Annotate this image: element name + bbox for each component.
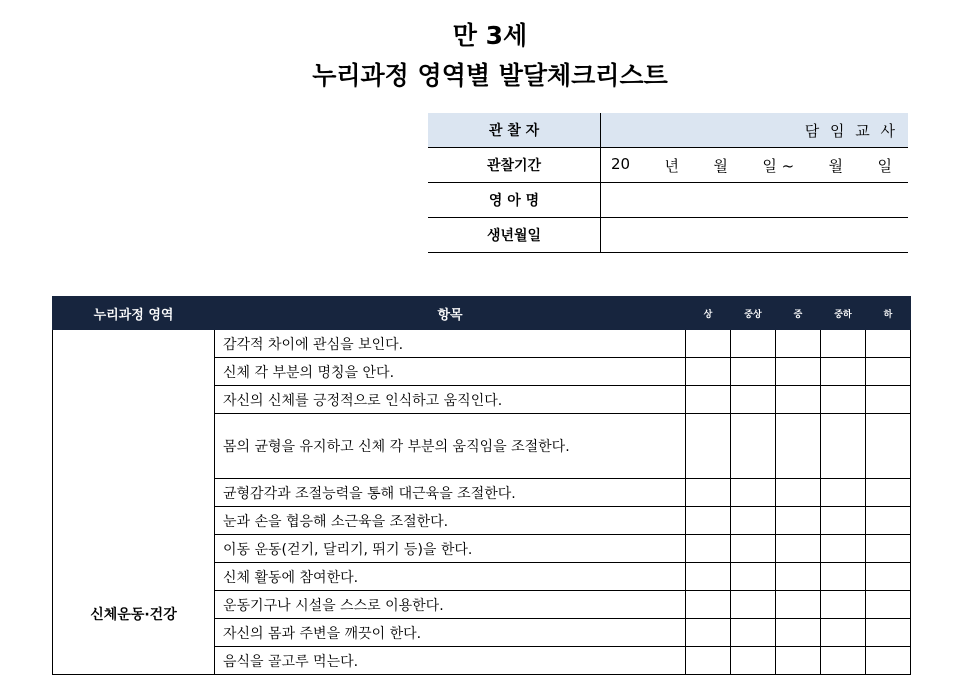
- item-text: 감각적 차이에 관심을 보인다.: [215, 330, 686, 358]
- rating-cell[interactable]: [776, 358, 821, 386]
- rating-cell[interactable]: [866, 479, 911, 507]
- rating-cell[interactable]: [866, 619, 911, 647]
- rating-cell[interactable]: [866, 535, 911, 563]
- child-name-label: 영 아 명: [428, 183, 601, 218]
- rating-cell[interactable]: [866, 647, 911, 675]
- item-text: 균형감각과 조절능력을 통해 대근육을 조절한다.: [215, 479, 686, 507]
- rating-cell[interactable]: [731, 591, 776, 619]
- header-rating-low: 하: [866, 297, 911, 330]
- item-text: 몸의 균형을 유지하고 신체 각 부분의 움직임을 조절한다.: [215, 414, 686, 479]
- rating-cell[interactable]: [731, 414, 776, 479]
- rating-cell[interactable]: [776, 507, 821, 535]
- info-table: [428, 113, 908, 253]
- rating-cell[interactable]: [776, 414, 821, 479]
- period-month-end: 월: [828, 156, 844, 175]
- checklist-table: [52, 296, 911, 675]
- table-row: [53, 330, 911, 358]
- rating-cell[interactable]: [821, 647, 866, 675]
- observer-row: [428, 113, 908, 148]
- period-row: [428, 148, 908, 183]
- rating-cell[interactable]: [776, 619, 821, 647]
- rating-cell[interactable]: [686, 647, 731, 675]
- header-item: 항목: [215, 297, 686, 330]
- item-text: 눈과 손을 협응해 소근육을 조절한다.: [215, 507, 686, 535]
- rating-cell[interactable]: [686, 330, 731, 358]
- rating-cell[interactable]: [776, 563, 821, 591]
- rating-cell[interactable]: [866, 507, 911, 535]
- rating-cell[interactable]: [686, 386, 731, 414]
- page-title-age: 만 3세: [452, 21, 528, 50]
- rating-cell[interactable]: [776, 330, 821, 358]
- rating-cell[interactable]: [821, 330, 866, 358]
- rating-cell[interactable]: [821, 479, 866, 507]
- birth-row: [428, 218, 908, 253]
- rating-cell[interactable]: [731, 358, 776, 386]
- period-year-unit: 년: [664, 156, 679, 175]
- child-row: [428, 183, 908, 218]
- rating-cell[interactable]: [821, 414, 866, 479]
- rating-cell[interactable]: [866, 330, 911, 358]
- observer-label: 관 찰 자: [428, 113, 601, 148]
- rating-cell[interactable]: [731, 507, 776, 535]
- rating-cell[interactable]: [686, 619, 731, 647]
- period-day-start: 일 ~: [762, 156, 795, 175]
- rating-cell[interactable]: [866, 591, 911, 619]
- item-text: 자신의 몸과 주변을 깨끗이 한다.: [215, 619, 686, 647]
- rating-cell[interactable]: [821, 507, 866, 535]
- rating-cell[interactable]: [731, 479, 776, 507]
- rating-cell[interactable]: [686, 479, 731, 507]
- header-rating-high: 상: [686, 297, 731, 330]
- rating-cell[interactable]: [821, 358, 866, 386]
- item-text: 자신의 신체를 긍정적으로 인식하고 움직인다.: [215, 386, 686, 414]
- rating-cell[interactable]: [821, 563, 866, 591]
- rating-cell[interactable]: [731, 386, 776, 414]
- rating-cell[interactable]: [731, 535, 776, 563]
- item-text: 운동기구나 시설을 스스로 이용한다.: [215, 591, 686, 619]
- observer-value[interactable]: 담 임 교 사: [601, 113, 909, 148]
- rating-cell[interactable]: [776, 479, 821, 507]
- rating-cell[interactable]: [866, 358, 911, 386]
- period-month-start: 월: [713, 156, 728, 175]
- period-label: 관찰기간: [428, 148, 601, 183]
- rating-cell[interactable]: [686, 591, 731, 619]
- rating-cell[interactable]: [731, 647, 776, 675]
- rating-cell[interactable]: [776, 591, 821, 619]
- rating-cell[interactable]: [821, 535, 866, 563]
- rating-cell[interactable]: [866, 563, 911, 591]
- header-area: 누리과정 영역: [53, 297, 215, 330]
- page-title: 누리과정 영역별 발달체크리스트: [312, 61, 668, 90]
- child-name-field[interactable]: [601, 183, 909, 218]
- rating-cell[interactable]: [686, 358, 731, 386]
- rating-cell[interactable]: [686, 414, 731, 479]
- rating-cell[interactable]: [686, 563, 731, 591]
- header-rating-mid-high: 중상: [731, 297, 776, 330]
- item-text: 이동 운동(걷기, 달리기, 뛰기 등)을 한다.: [215, 535, 686, 563]
- rating-cell[interactable]: [686, 507, 731, 535]
- period-year: 20: [611, 154, 631, 173]
- checklist-header-row: [53, 297, 911, 330]
- rating-cell[interactable]: [731, 330, 776, 358]
- rating-cell[interactable]: [821, 386, 866, 414]
- header-rating-mid: 중: [776, 297, 821, 330]
- period-day-end: 일: [877, 156, 892, 175]
- rating-cell[interactable]: [776, 647, 821, 675]
- rating-cell[interactable]: [776, 535, 821, 563]
- area-name: 신체운동·건강: [53, 330, 215, 675]
- rating-cell[interactable]: [731, 619, 776, 647]
- item-text: 음식을 골고루 먹는다.: [215, 647, 686, 675]
- birth-date-field[interactable]: [601, 218, 909, 253]
- birth-date-label: 생년월일: [428, 218, 601, 253]
- header-rating-mid-low: 중하: [821, 297, 866, 330]
- item-text: 신체 각 부분의 명칭을 안다.: [215, 358, 686, 386]
- rating-cell[interactable]: [821, 591, 866, 619]
- rating-cell[interactable]: [866, 386, 911, 414]
- checklist-body: [53, 330, 911, 675]
- item-text: 신체 활동에 참여한다.: [215, 563, 686, 591]
- rating-cell[interactable]: [686, 535, 731, 563]
- rating-cell[interactable]: [776, 386, 821, 414]
- rating-cell[interactable]: [866, 414, 911, 479]
- period-value[interactable]: [601, 148, 909, 183]
- rating-cell[interactable]: [731, 563, 776, 591]
- rating-cell[interactable]: [821, 619, 866, 647]
